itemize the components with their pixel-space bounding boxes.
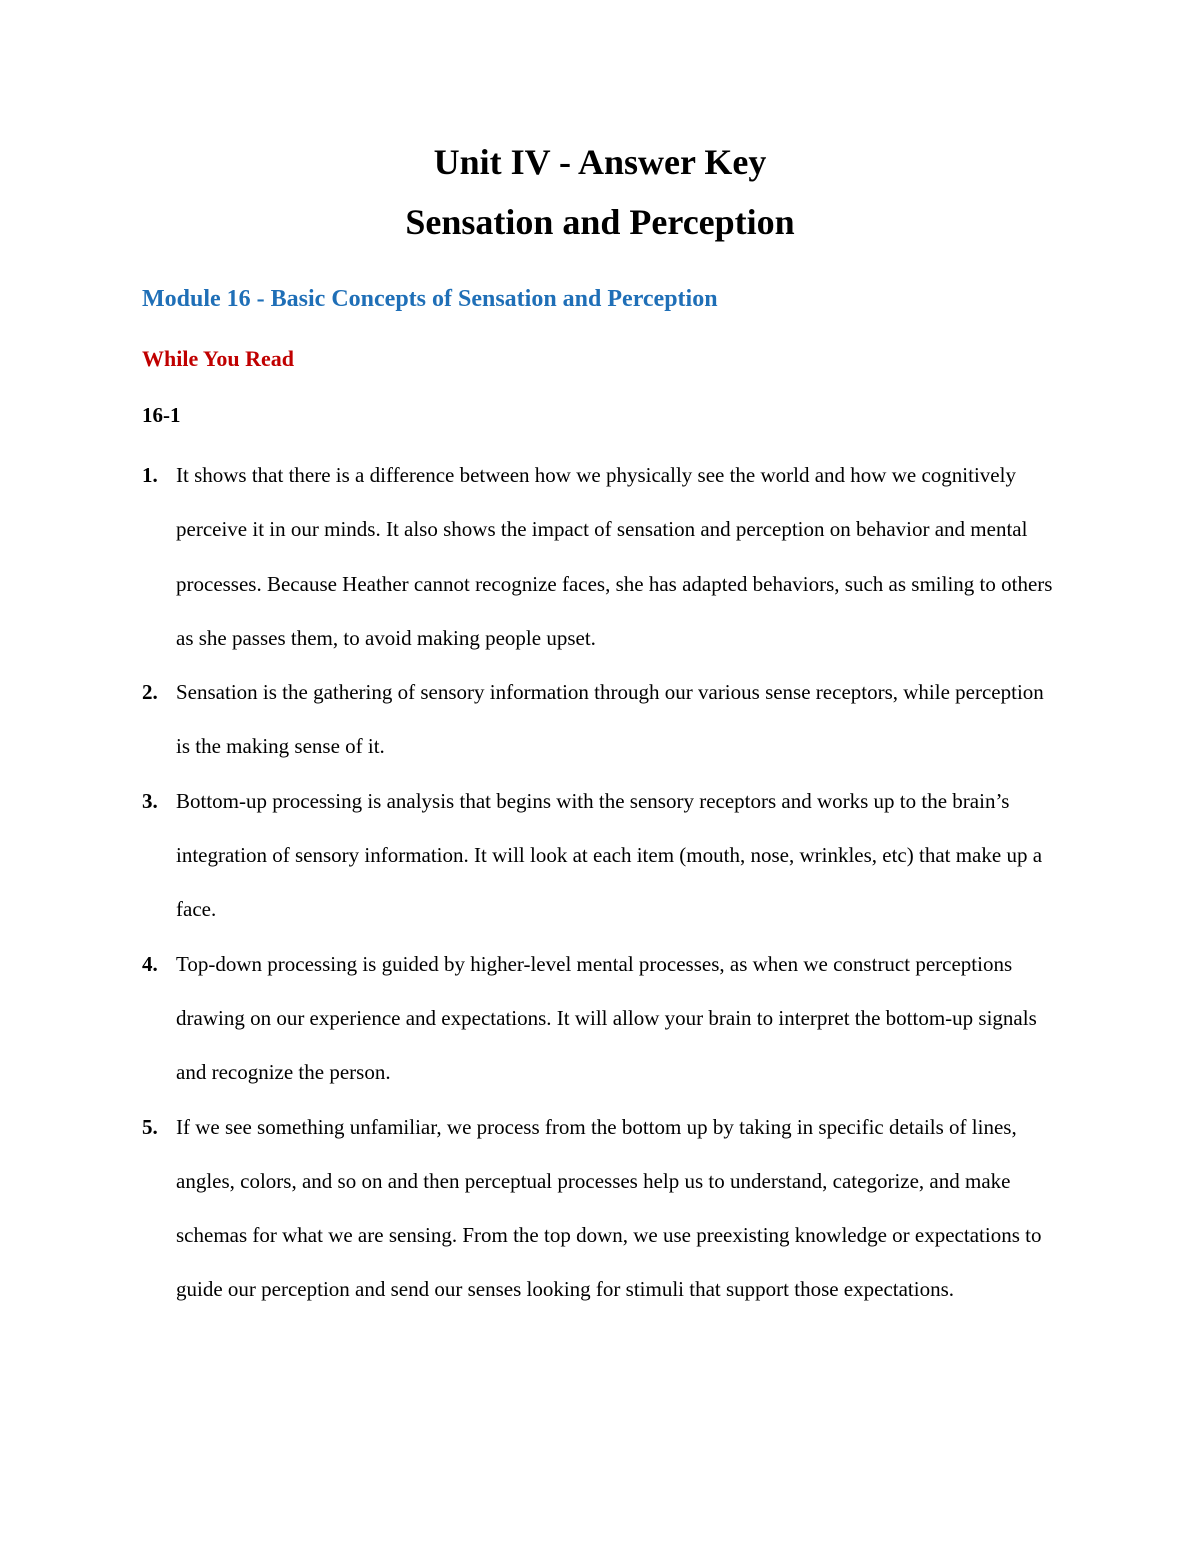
answer-text: Top-down processing is guided by higher-level mental processes, as when we construct perceptions drawing on our experience and expectations. It will allow your brain to interpret the bottom-up signals and recognize the person. bbox=[176, 951, 1037, 1085]
section-number: 16-1 bbox=[142, 403, 181, 427]
answer-text: If we see something unfamiliar, we process from the bottom up by taking in specific details of lines, angles, colors, and so on and then perceptual processes help us to understand, categorize, and make schemas for what we are sensing. From the top down, we use preexisting knowledge or expectations to guide our perception and send our senses looking for stimuli that support those expectations. bbox=[176, 1114, 1042, 1302]
answer-number: 4. bbox=[142, 951, 158, 976]
answer-item bbox=[142, 448, 1062, 665]
answer-number: 2. bbox=[142, 680, 158, 705]
answer-item bbox=[142, 1100, 1062, 1317]
answer-text: It shows that there is a difference between how we physically see the world and how we cognitively perceive it in our minds. It also shows the impact of sensation and perception on behavior and mental processes. Because Heather cannot recognize faces, she has adapted behaviors, such as smiling to others as she passes them, to avoid making people upset. bbox=[176, 463, 1053, 650]
answer-number: 1. bbox=[142, 463, 158, 487]
answer-item bbox=[142, 774, 1062, 937]
answer-item bbox=[142, 937, 1062, 1100]
answer-list bbox=[142, 448, 1062, 1317]
answer-text: Bottom-up processing is analysis that begins with the sensory receptors and works up to the brain’s integration of sensory information. It will look at each item (mouth, nose, wrinkles, etc) that make up a face. bbox=[176, 788, 1043, 922]
document-title: Unit IV - Answer Key bbox=[433, 142, 767, 182]
while-you-read-heading: While You Read bbox=[142, 346, 294, 371]
answer-number: 5. bbox=[142, 1114, 158, 1139]
answer-text: Sensation is the gathering of sensory information through our various sense receptors, while perception is the making sense of it. bbox=[176, 680, 1044, 759]
document-subtitle: Sensation and Perception bbox=[405, 202, 795, 242]
answer-number: 3. bbox=[142, 788, 158, 813]
answer-item bbox=[142, 665, 1062, 774]
module-heading: Module 16 - Basic Concepts of Sensation and Perception bbox=[142, 286, 718, 312]
